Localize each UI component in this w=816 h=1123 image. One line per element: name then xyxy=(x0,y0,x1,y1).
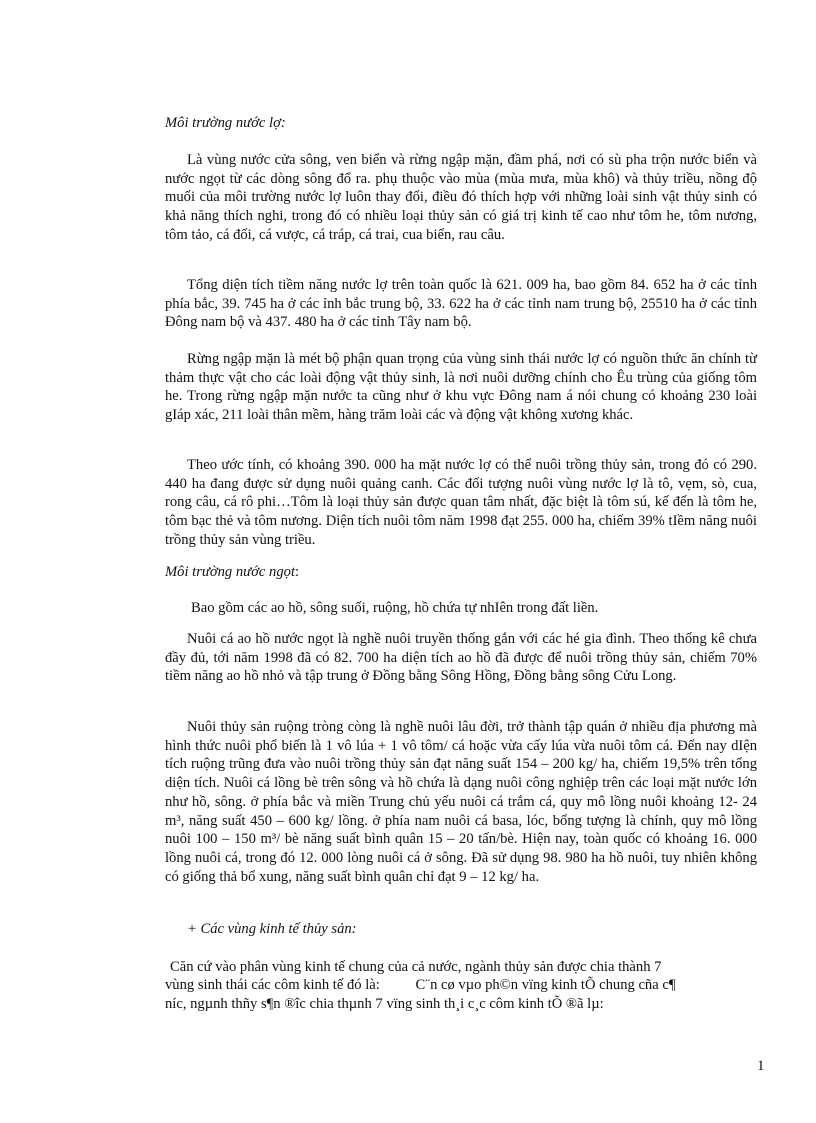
brackish-paragraph-1: Là vùng nước cửa sông, ven biển và rừng ngập mặn, đầm phá, nơi có sù pha trộn nước biển và nước ngọt từ các dòng sông đổ ra. phụ thuộc vào mùa (mùa mưa, mùa khô) và thủy triều, nồng độ muối của môi trường nước lợ luôn thay đổi, điều đó thích hợp với những loài sinh vật thủy sinh có khả năng thích nghi, trong đó có nhiều loại thủy sản có giá trị kinh tế cao như tôm he, tôm nương, tôm tảo, cá đối, cá vược, cá tráp, cá trai, cua biển, rau câu. xyxy=(165,152,757,243)
brackish-paragraph-3: Rừng ngập mặn là mét bộ phận quan trọng của vùng sinh thái nước lợ có nguồn thức ăn chính từ thảm thực vật cho các loài động vật thủy sinh, là nơi nuôi dưỡng chính cho Êu trùng của giống tôm he. Trong rừng ngập mặn nước ta cũng như ở khu vực Đông nam á nói chung có khoảng 230 loài gIáp xác, 211 loài thân mềm, hàng trăm loài các và động vật không xương khác. xyxy=(165,351,757,424)
freshwater-paragraph-2: Nuôi cá ao hồ nước ngọt là nghề nuôi truyền thống gắn với các hé gia đình. Theo thống kê chưa đầy đủ, tới năm 1998 đã có 82. 700 ha diện tích ao hồ đã được để nuôi trồng thủy sản, chiếm 70% tiềm năng ao hồ nhỏ và tập trung ở Đồng bằng Sông Hồng, Đồng bằng sông Cửu Long. xyxy=(165,631,757,685)
economic-regions-heading: + Các vùng kinh tế thủy sản: xyxy=(187,921,357,937)
regions-text: vùng sinh thái các côm kinh tế đó là: xyxy=(165,977,380,993)
page-number: 1 xyxy=(757,1058,765,1074)
brackish-paragraph-2: Tổng diện tích tiềm năng nước lợ trên toàn quốc là 621. 009 ha, bao gồm 84. 652 ha ở các tỉnh phía bắc, 39. 745 ha ở các ỉnh bắc trung bộ, 33. 622 ha ở các tỉnh nam trung bộ, 25510 ha ở các tỉnh Đông nam bộ và 437. 480 ha ở các tỉnh Tây nam bộ. xyxy=(165,277,757,331)
regions-line-1: Căn cứ vào phân vùng kinh tế chung của cả nước, ngành thủy sản được chia thành 7 xyxy=(170,959,662,975)
regions-line-2 xyxy=(165,976,675,995)
brackish-heading: Môi trường nước lợ: xyxy=(165,115,286,131)
regions-garbled-text-2: níc, ngµnh thñy s¶n ®îc chia thµnh 7 vïng sinh th¸i c¸c côm kinh tÕ ®ã lµ: xyxy=(165,996,604,1012)
freshwater-heading: Môi trường nước ngọt xyxy=(165,564,295,580)
brackish-paragraph-4: Theo ước tính, có khoảng 390. 000 ha mặt nước lợ có thể nuôi trồng thủy sản, trong đó có 290. 440 ha đang được sử dụng nuôi quảng canh. Các đối tượng nuôi vùng nước lợ là tô, vẹm, sò, cua, rong câu, cá rô phi…Tôm là loại thủy sản được quan tâm nhất, đặc biệt là tôm sú, kế đến là tôm he, tôm bạc thẻ và tôm nương. Diện tích nuôi tôm năm 1998 đạt 255. 000 ha, chiếm 39% tIềm năng nuôi trồng thủy sản vùng triều. xyxy=(165,457,757,548)
freshwater-heading-colon: : xyxy=(295,564,300,580)
freshwater-paragraph-3: Nuôi thủy sản ruộng tròng còng là nghề nuôi lâu đời, trở thành tập quán ở nhiều địa phương mà hình thức nuôi phổ biến là 1 vô lúa + 1 vô tôm/ cá hoặc vừa cấy lúa vừa nuôi tôm cá. Đến nay dIện tích ruộng trũng đưa vào nuôi trồng thủy sản đạt năng suất 154 – 200 kg/ ha, chiếm 19,5% trên tổng diện tích. Nuôi cá lồng bè trên sông và hồ chứa là dạng nuôi công nghiệp trên các loại mặt nước lớn như hồ, sông. ở phía bắc và miền Trung chủ yếu nuôi cá trắm cá, quy mô lồng nuôi khoảng 12- 24 m³, năng suất 450 – 600 kg/ lồng. ở phía nam nuôi cá basa, lóc, bống tượng là chính, quy mô lồng nuôi 100 – 150 m³/ bè năng suất bình quân 15 – 20 tấn/bè. Hiện nay, toàn quốc có khoảng 16. 000 lồng nuôi cá, trong đó 12. 000 lòng nuôi cá ở sông. Đã sử dụng 98. 980 ha hồ nuôi, tuy nhiên không có giống thả bổ xung, năng suất bình quân chỉ đạt 9 – 12 kg/ ha. xyxy=(165,719,757,885)
regions-garbled-text-1: C¨n cø vµo ph©n vïng kinh tÕ chung cña c¶ xyxy=(415,977,676,993)
freshwater-heading-line xyxy=(165,563,757,582)
freshwater-paragraph-1: Bao gồm các ao hồ, sông suối, ruộng, hồ chứa tự nhIên trong đất liền. xyxy=(191,600,599,616)
